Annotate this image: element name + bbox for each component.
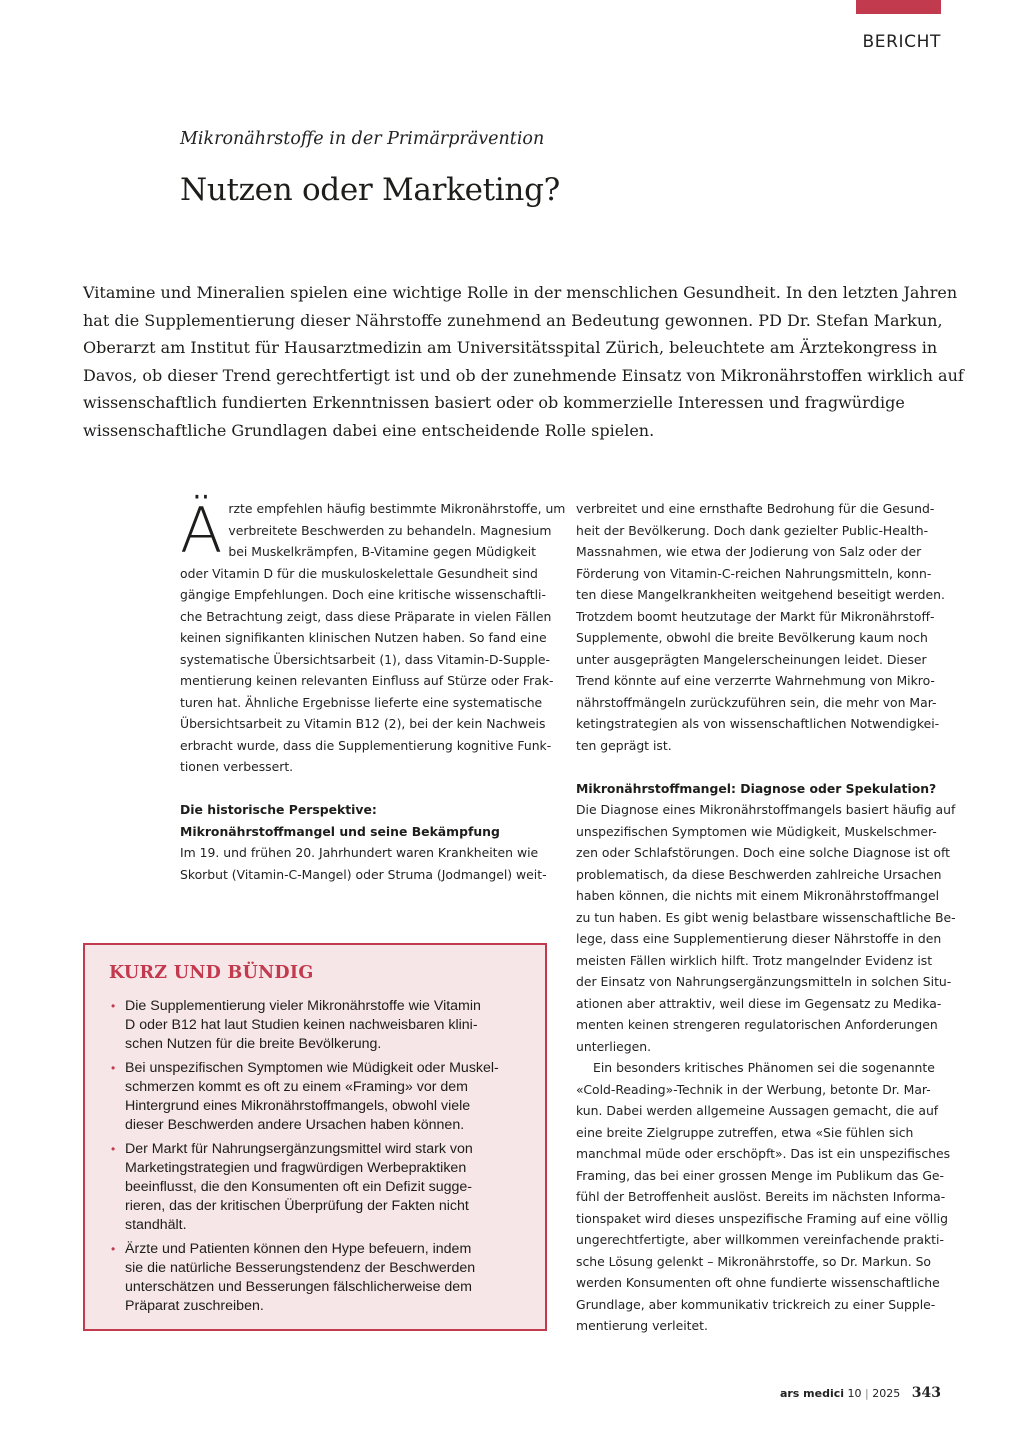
lead-line: Davos, ob dieser Trend gerechtfertigt ist und ob der zunehmende Einsatz von Mikronährstoffen wirklich auf	[83, 365, 964, 385]
body-line: meisten Fällen wirklich hilft. Trotz mangelnder Evidenz ist	[576, 952, 933, 968]
article-lead	[83, 279, 964, 444]
summary-line: Marketingstrategien und fragwürdigen Werbepraktiken	[125, 1160, 467, 1176]
summary-line: Der Markt für Nahrungsergänzungsmittel wird stark von	[125, 1141, 473, 1157]
body-line: Trotzdem boomt heutzutage der Markt für Mikronährstoff-	[576, 608, 935, 624]
subheading: Mikronährstoffmangel und seine Bekämpfung	[180, 823, 500, 839]
summary-line: D oder B12 hat laut Studien keinen nachweisbaren klini-	[125, 1017, 478, 1033]
body-line: ungerechtfertigte, aber willkommen vereinfachende prakti-	[576, 1232, 944, 1247]
body-line: eine breite Zielgruppe zutreffen, etwa «Sie fühlen sich	[576, 1124, 914, 1140]
bullet-icon: •	[111, 1242, 116, 1256]
issue-year: 2025	[872, 1387, 901, 1400]
summary-line: schen Nutzen für die breite Bevölkerung.	[125, 1036, 382, 1052]
body-line: zu tun haben. Es gibt wenig belastbare wissenschaftliche Be-	[576, 909, 956, 925]
body-line: haben können, die nichts mit einem Mikronährstoffmangel	[576, 888, 940, 903]
journal-name: ars medici	[779, 1387, 845, 1400]
bullet-icon: •	[111, 1061, 116, 1075]
summary-line: standhält.	[125, 1217, 187, 1233]
body-line: tionspaket wird dieses unspezifische Framing auf eine völlig	[576, 1210, 948, 1226]
body-line: manchmal müde oder erschöpft». Das ist ein unspezifisches	[576, 1146, 951, 1161]
article-kicker: Mikronährstoffe in der Primärprävention	[180, 129, 545, 149]
summary-line: Präparat zuschreiben.	[125, 1298, 264, 1314]
body-line: tionen verbessert.	[180, 759, 294, 774]
body-line: ten geprägt ist.	[576, 737, 672, 753]
summary-item	[109, 997, 529, 1054]
body-line: werden Konsumenten oft ohne fundierte wissenschaftliche	[576, 1275, 940, 1290]
body-line: heit der Bevölkerung. Doch dank gezielter Public-Health-	[576, 522, 929, 538]
body-line: verbreitet und eine ernsthafte Bedrohung für die Gesund-	[576, 501, 935, 516]
summary-line: unterschätzen und Besserungen fälschlicherweise dem	[125, 1279, 473, 1295]
body-line: Ein besonders kritisches Phänomen sei die sogenannte	[593, 1060, 935, 1075]
body-line: Förderung von Vitamin-C-reichen Nahrungsmitteln, konn-	[576, 565, 932, 581]
summary-line: schmerzen kommt es oft zu einem «Framing» vor dem	[125, 1079, 468, 1095]
bullet-icon: •	[111, 999, 116, 1013]
article-title: Nutzen oder Marketing?	[180, 172, 560, 208]
body-line: systematische Übersichtsarbeit (1), dass Vitamin-D-Supple-	[180, 651, 550, 667]
bullet-icon: •	[111, 1142, 116, 1156]
summary-line: Ärzte und Patienten können den Hype befeuern, indem	[125, 1241, 472, 1257]
summary-line: dieser Beschwerden andere Ursachen haben können.	[125, 1117, 465, 1133]
body-line: keinen signifikanten klinischen Nutzen haben. So fand eine	[180, 630, 547, 645]
body-line: mentierung verleitet.	[576, 1318, 708, 1333]
body-line: lege, dass eine Supplementierung dieser Nährstoffe in den	[576, 931, 942, 946]
body-line: Grundlage, aber kommunikativ trickreich zu einer Supple-	[576, 1296, 936, 1312]
lead-line: Vitamine und Mineralien spielen eine wichtige Rolle in der menschlichen Gesundheit. In den letzten Jahren	[83, 283, 958, 302]
body-line: turen hat. Ähnliche Ergebnisse lieferte eine systematische	[180, 694, 543, 710]
body-line: rzte empfehlen häufig bestimmte Mikronährstoffe, um	[228, 501, 566, 516]
body-line: Skorbut (Vitamin-C-Mangel) oder Struma (Jodmangel) weit-	[180, 866, 547, 882]
summary-item	[109, 1140, 529, 1235]
body-line: erbracht wurde, dass die Supplementierung kognitive Funk-	[180, 737, 552, 753]
lead-line: hat die Supplementierung dieser Nährstoffe zunehmend an Bedeutung gewonnen. PD Dr. Stefan Markun,	[83, 310, 943, 330]
summary-item	[109, 1059, 529, 1135]
subheading: Die historische Perspektive:	[180, 802, 377, 817]
body-line: oder Vitamin D für die muskuloskelettale Gesundheit sind	[180, 565, 538, 581]
drop-cap: Ä	[180, 494, 223, 567]
body-line: verbreitete Beschwerden zu behandeln. Magnesium	[228, 522, 552, 538]
summary-line: sie die natürliche Besserungstendenz der Beschwerden	[125, 1260, 476, 1276]
body-line: Trend könnte auf eine verzerrte Wahrnehmung von Mikro-	[576, 673, 935, 688]
summary-title: KURZ UND BÜNDIG	[109, 963, 314, 983]
issue-number: 10	[847, 1387, 862, 1400]
body-line: mentierung keinen relevanten Einfluss auf Stürze oder Frak-	[180, 673, 554, 688]
body-line: unter ausgeprägten Mangelerscheinungen leidet. Dieser	[576, 651, 927, 667]
body-line: che Betrachtung zeigt, dass diese Präparate in vielen Fällen	[180, 608, 552, 624]
body-line: ationen aber attraktiv, weil diese im Gegensatz zu Medika-	[576, 995, 942, 1011]
body-line: problematisch, da diese Beschwerden zahlreiche Ursachen	[576, 866, 942, 882]
section-color-bar	[856, 0, 941, 14]
summary-line: Die Supplementierung vieler Mikronährstoffe wie Vitamin	[125, 998, 481, 1014]
body-line: gängige Empfehlungen. Doch eine kritische wissenschaftli-	[180, 587, 546, 602]
body-line: Im 19. und frühen 20. Jahrhundert waren Krankheiten wie	[180, 845, 539, 860]
body-line: der Einsatz von Nahrungsergänzungsmitteln in solchen Situ-	[576, 974, 952, 989]
body-line: Supplemente, obwohl die breite Bevölkerung kaum noch	[576, 630, 928, 645]
summary-box	[83, 943, 547, 1331]
lead-line: wissenschaftliche Grundlagen dabei eine entscheidende Rolle spielen.	[83, 420, 655, 440]
summary-item	[109, 1240, 529, 1316]
subheading: Mikronährstoffmangel: Diagnose oder Spekulation?	[576, 780, 937, 796]
body-line: «Cold-Reading»-Technik in der Werbung, betonte Dr. Mar-	[576, 1081, 931, 1097]
lead-line: wissenschaftlich fundierten Erkenntnissen basiert oder ob kommerzielle Interessen und fragwürdige	[83, 393, 905, 412]
body-line: kun. Dabei werden allgemeine Aussagen gemacht, die auf	[576, 1103, 939, 1118]
page-footer	[780, 1385, 941, 1401]
body-line: ten diese Mangelkrankheiten weitgehend beseitigt werden.	[576, 587, 945, 602]
body-line: Framing, das bei einer grossen Menge im Publikum das Ge-	[576, 1167, 945, 1183]
body-line: unspezifischen Symptomen wie Müdigkeit, Muskelschmer-	[576, 823, 937, 839]
body-line: nährstoffmängeln zurückzuführen sein, die mehr von Mar-	[576, 694, 937, 710]
footer-separator: |	[865, 1387, 869, 1400]
body-line: Massnahmen, wie etwa der Jodierung von Salz oder der	[576, 544, 922, 559]
page-number: 343	[911, 1385, 941, 1401]
body-line: Übersichtsarbeit zu Vitamin B12 (2), bei der kein Nachweis	[180, 716, 546, 731]
body-column-left	[180, 494, 566, 885]
summary-line: beeinflusst, die den Konsumenten oft ein Defizit sugge-	[125, 1179, 473, 1195]
summary-line: rieren, das der kritischen Überprüfung der Fakten nicht	[125, 1198, 469, 1214]
body-line: ketingstrategien als von wissenschaftlichen Notwendigkei-	[576, 716, 940, 731]
body-line: menten keinen strengeren regulatorischen Anforderungen	[576, 1017, 938, 1032]
section-label: BERICHT	[862, 32, 941, 52]
body-line: bei Muskelkrämpfen, B-Vitamine gegen Müdigkeit	[228, 544, 537, 559]
body-line: Die Diagnose eines Mikronährstoffmangels basiert häufig auf	[576, 802, 956, 817]
body-line: zen oder Schlafstörungen. Doch eine solche Diagnose ist oft	[576, 845, 950, 860]
body-column-right	[576, 498, 956, 1337]
summary-line: Bei unspezifischen Symptomen wie Müdigkeit oder Muskel-	[125, 1060, 499, 1076]
summary-list	[109, 997, 529, 1321]
summary-line: Hintergrund eines Mikronährstoffmangels, obwohl viele	[125, 1098, 471, 1114]
body-line: sche Lösung gelenkt – Mikronährstoffe, so Dr. Markun. So	[576, 1253, 932, 1269]
lead-line: Oberarzt am Institut für Hausarztmedizin am Universitätsspital Zürich, beleuchtete am Ärztekongress in	[83, 338, 938, 357]
body-line: unterliegen.	[576, 1038, 652, 1054]
body-line: fühl der Betroffenheit auslöst. Bereits im nächsten Informa-	[576, 1189, 946, 1204]
